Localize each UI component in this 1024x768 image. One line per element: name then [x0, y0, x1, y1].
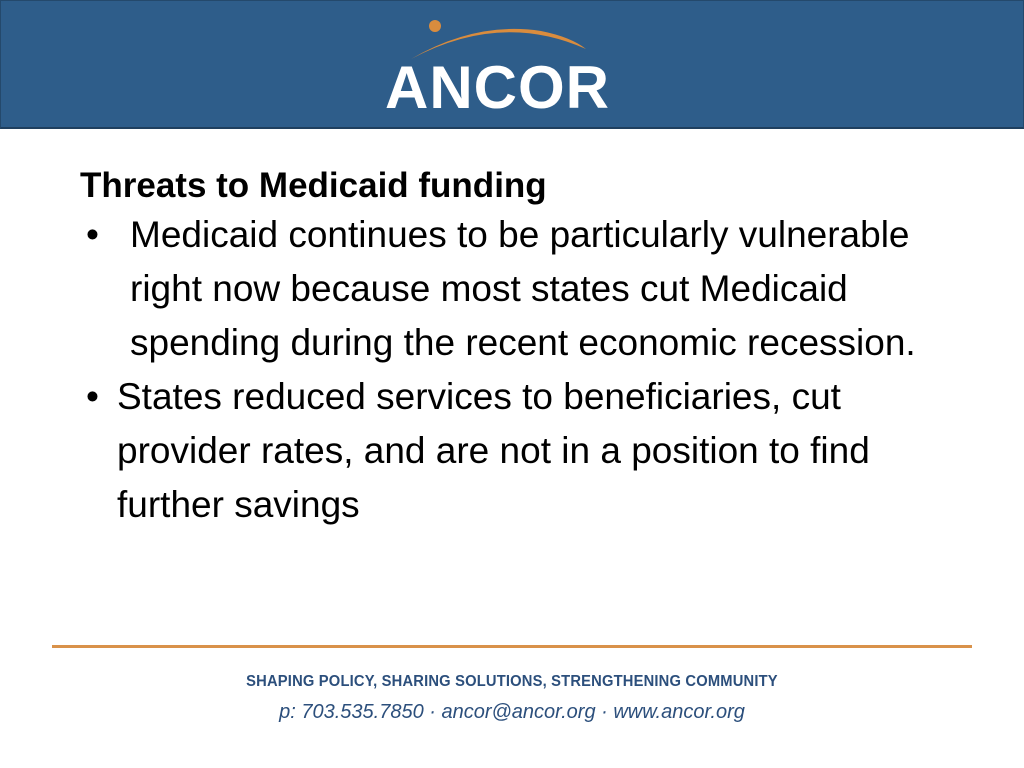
logo-wordmark: ANCOR	[385, 54, 610, 115]
bullet-marker: •	[86, 214, 99, 255]
ancor-logo	[381, 19, 647, 115]
footer-divider	[52, 645, 972, 648]
footer-tagline: SHAPING POLICY, SHARING SOLUTIONS, STRENGTHENING COMMUNITY	[246, 673, 778, 690]
bullet-list	[80, 208, 960, 532]
bullet-text: Medicaid continues to be particularly vulnerable right now because most states cut Medicaid spending during the recent economic recession.	[130, 214, 916, 363]
bullet-text: States reduced services to beneficiaries, cut provider rates, and are not in a position to find further savings	[117, 376, 870, 525]
bullet-marker: •	[86, 376, 99, 417]
footer-contact: p: 703.535.7850 · ancor@ancor.org · www.ancor.org	[279, 701, 745, 723]
logo-dot-icon	[429, 20, 441, 32]
slide-body	[80, 164, 960, 532]
bullet-item	[80, 208, 960, 370]
slide-heading: Threats to Medicaid funding	[80, 166, 547, 205]
header-banner	[0, 0, 1024, 129]
bullet-item	[80, 370, 960, 532]
